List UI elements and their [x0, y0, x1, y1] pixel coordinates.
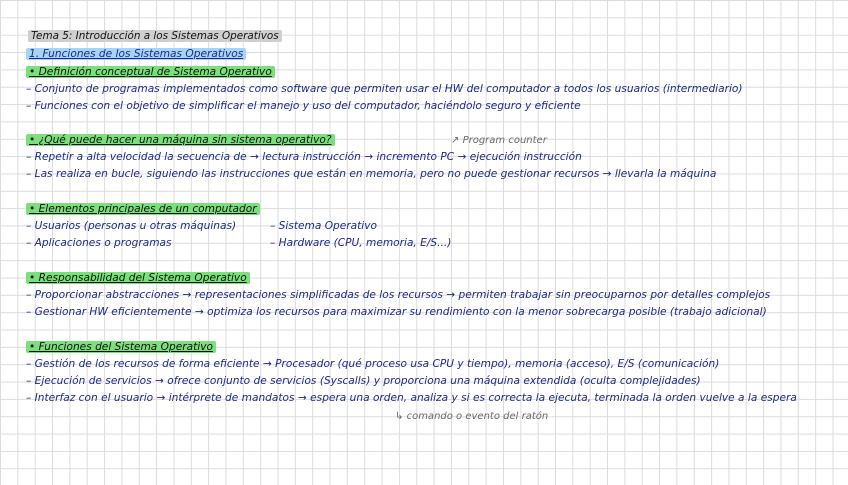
def-line-2: – Funciones con el objetivo de simplificar el manejo y uso del computador, haciéndolo seguro y eficiente [26, 100, 581, 112]
elementos-right-2: – Hardware (CPU, memoria, E/S...) [270, 237, 452, 249]
def-heading [26, 66, 275, 79]
responsabilidad-heading-text: • Responsabilidad del Sistema Operativo [26, 272, 250, 284]
maquina-heading-text: • ¿Qué puede hacer una máquina sin sistema operativo? [26, 134, 335, 146]
elementos-line-2: – Aplicaciones o programas [26, 237, 172, 249]
elementos-heading [26, 203, 260, 216]
elementos-heading-text: • Elementos principales de un computador [26, 203, 260, 215]
section-heading [26, 48, 246, 61]
program-counter-note [451, 134, 547, 147]
program-counter-text: Program counter [462, 135, 547, 146]
elementos-line-1: – Usuarios (personas u otras máquinas) [26, 220, 237, 232]
arrow-up-icon: ↗ [451, 135, 460, 146]
maquina-heading [26, 134, 335, 147]
comando-note [395, 410, 548, 423]
page-title-text: Tema 5: Introducción a los Sistemas Operativos [28, 30, 282, 42]
responsabilidad-line-1: – Proporcionar abstracciones → representaciones simplificadas de los recursos → permiten trabajar sin preocuparnos por detalles complejos [26, 289, 771, 301]
def-line-1: – Conjunto de programas implementados como software que permiten usar el HW del computador a todos los usuarios (intermediario) [26, 83, 743, 95]
funciones-heading [26, 341, 216, 354]
funciones-line-1: – Gestión de los recursos de forma eficiente → Procesador (qué proceso usa CPU y tiempo), memoria (acceso), E/S (comunicación) [26, 358, 720, 370]
comando-note-text: comando o evento del ratón [406, 411, 549, 422]
page-title [28, 30, 282, 43]
responsabilidad-heading [26, 272, 250, 285]
maquina-line-1: – Repetir a alta velocidad la secuencia de → lectura instrucción → incremento PC → ejecución instrucción [26, 151, 582, 163]
section-heading-text: 1. Funciones de los Sistemas Operativos [26, 48, 246, 60]
responsabilidad-line-2: – Gestionar HW eficientemente → optimiza los recursos para maximizar su rendimiento con la menor sobrecarga posible (trabajo adicional) [26, 306, 767, 318]
def-heading-text: • Definición conceptual de Sistema Operativo [26, 66, 275, 78]
funciones-line-2: – Ejecución de servicios → ofrece conjunto de servicios (Syscalls) y proporciona una máquina extendida (oculta complejidades) [26, 375, 701, 387]
funciones-heading-text: • Funciones del Sistema Operativo [26, 341, 216, 353]
arrow-down-right-icon: ↳ [395, 411, 404, 422]
maquina-line-2: – Las realiza en bucle, siguiendo las instrucciones que están en memoria, pero no puede gestionar recursos → llevarla la máquina [26, 168, 717, 180]
elementos-right-1: – Sistema Operativo [270, 220, 377, 232]
funciones-line-3: – Interfaz con el usuario → intérprete de mandatos → espera una orden, analiza y si es correcta la ejecuta, terminada la orden vuelve a la espera [26, 392, 797, 404]
